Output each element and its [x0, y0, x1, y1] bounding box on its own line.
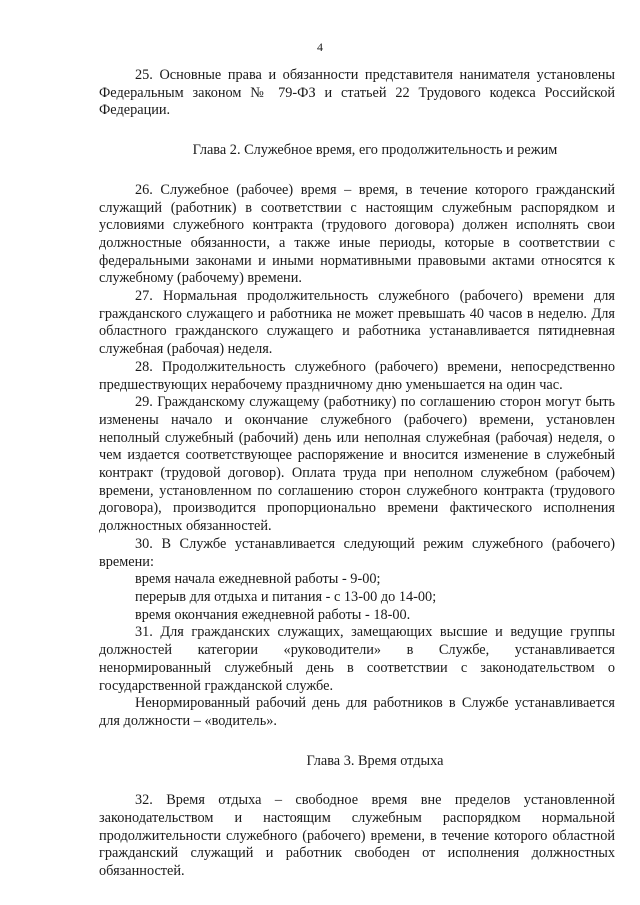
page-number: 4 [317, 40, 323, 54]
spacer [99, 731, 615, 753]
spacer [99, 770, 615, 792]
paragraph-29: 29. Гражданскому служащему (работнику) по соглашению сторон могут быть изменены начало и окончание служебного (рабочего) времени, установлен неполный служебный (рабочий) день или неполная служебная (рабочая) неделя, о чем издается соответствующее распоряжение и вносится изменение в служебный контракт (трудовой договор). Оплата труда при неполном служебном (рабочем) времени, установленном по соглашению сторон служебного контракта (трудового договора), производится пропорционально времени фактического исполнения должностных обязанностей. [99, 394, 615, 535]
paragraph-32: 32. Время отдыха – свободное время вне пределов установленной законодательством и настоящим служебным распорядком нормальной продолжительности служебного (рабочего) времени, в течение которого областной гражданский служащий и работник свободен от исполнения должностных обязанностей. [99, 792, 615, 880]
document-body [99, 67, 615, 881]
schedule-item-start: время начала ежедневной работы - 9-00; [135, 571, 381, 588]
paragraph-25: 25. Основные права и обязанности представителя нанимателя установлены Федеральным законом № 79-ФЗ и статьей 22 Трудового кодекса Российской Федерации. [99, 67, 615, 119]
paragraph-30: 30. В Службе устанавливается следующий режим служебного (рабочего) времени: [99, 535, 615, 570]
spacer [99, 120, 615, 142]
paragraph-26: 26. Служебное (рабочее) время – время, в течение которого гражданский служащий (работник) в соответствии с настоящим служебным распорядком и условиями служебного контракта (трудового договора) должен исполнять свои должностные обязанности, а также иные периоды, которые в соответствии с федеральными законами и иными нормативными правовыми актами относятся к служебному (рабочему) времени. [99, 181, 615, 287]
spacer [99, 160, 615, 182]
schedule-item-end: время окончания ежедневной работы - 18-00. [135, 606, 411, 623]
paragraph-28: 28. Продолжительность служебного (рабочего) времени, непосредственно предшествующих нерабочему праздничному дню уменьшается на один час. [99, 358, 615, 393]
paragraph-27: 27. Нормальная продолжительность служебного (рабочего) времени для гражданского служащего и работника не может превышать 40 часов в неделю. Для областного гражданского служащего и работника устанавливается пятидневная служебная (рабочая) неделя. [99, 288, 615, 358]
chapter-2-heading: Глава 2. Служебное время, его продолжительность и режим [192, 142, 558, 159]
paragraph-31-continued: Ненормированный рабочий день для работников в Службе устанавливается для должности – «водитель». [99, 695, 615, 729]
schedule-item-break: перерыв для отдыха и питания - с 13-00 до 14-00; [135, 588, 437, 605]
chapter-3-heading: Глава 3. Время отдыха [306, 752, 444, 769]
paragraph-31: 31. Для гражданских служащих, замещающих высшие и ведущие группы должностей категории «руководители» в Службе, устанавливается ненормированный служебный день в соответствии с законодательством о государственной гражданской службе. [99, 624, 615, 694]
